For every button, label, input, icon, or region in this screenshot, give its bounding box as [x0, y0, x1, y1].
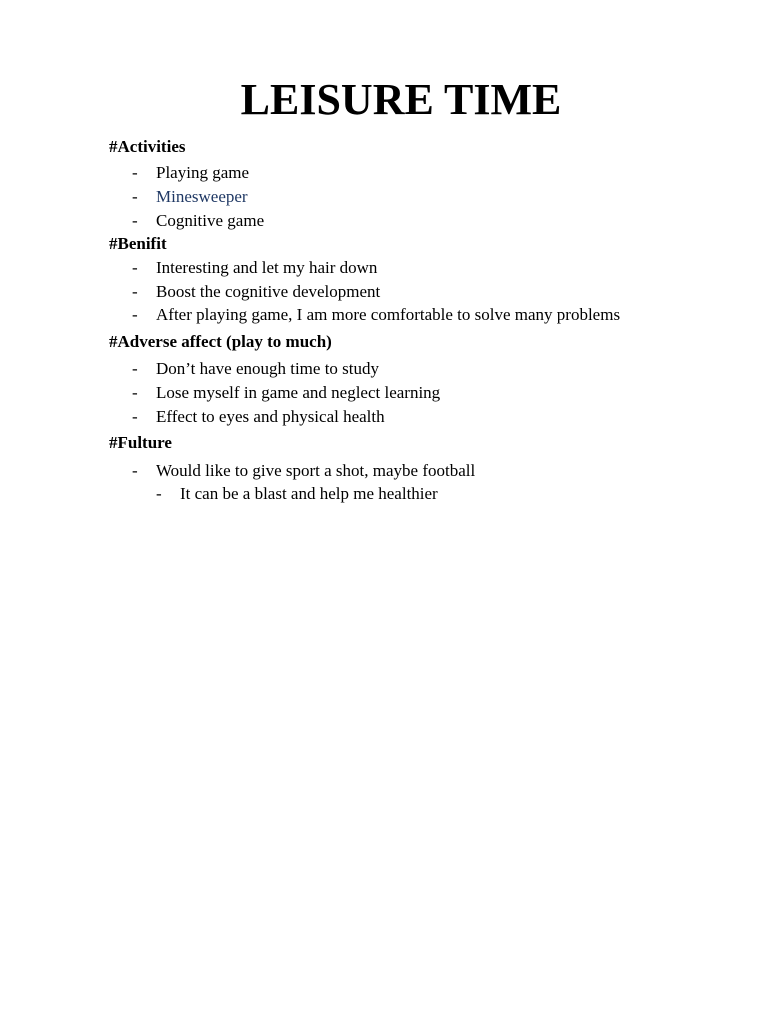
list-item — [132, 358, 379, 380]
section-heading-adverse: #Adverse affect (play to much) — [109, 332, 332, 351]
list-item-text: Playing game — [156, 163, 250, 182]
section-heading-activities: #Activities — [109, 137, 186, 156]
bullet-dash: - — [132, 359, 138, 378]
list-item-text: Effect to eyes and physical health — [156, 407, 385, 426]
bullet-dash: - — [156, 484, 162, 503]
list-item — [132, 382, 440, 404]
list-item — [132, 257, 377, 279]
bullet-dash: - — [132, 187, 138, 206]
bullet-dash: - — [132, 282, 138, 301]
list-item-text: Would like to give sport a shot, maybe football — [156, 461, 476, 480]
list-item-text: Boost the cognitive development — [156, 282, 381, 301]
list-item — [132, 281, 380, 303]
list-item-text: Cognitive game — [156, 211, 265, 230]
bullet-dash: - — [132, 163, 138, 182]
list-item — [132, 406, 385, 428]
list-item — [132, 460, 475, 482]
bullet-dash: - — [132, 383, 138, 402]
list-item — [132, 186, 248, 208]
bullet-dash: - — [132, 407, 138, 426]
list-item — [132, 162, 249, 184]
list-item-text: Interesting and let my hair down — [156, 258, 378, 277]
section-heading-benefit: #Benifit — [109, 234, 167, 253]
bullet-dash: - — [132, 305, 138, 324]
list-item-text: Don’t have enough time to study — [156, 359, 380, 378]
document-title: LEISURE TIME — [240, 75, 562, 124]
bullet-dash: - — [132, 258, 138, 277]
list-item-text: Lose myself in game and neglect learning — [156, 383, 441, 402]
list-subitem — [156, 483, 438, 505]
section-heading-future: #Fulture — [109, 433, 172, 452]
bullet-dash: - — [132, 211, 138, 230]
bullet-dash: - — [132, 461, 138, 480]
list-item-text: After playing game, I am more comfortable to solve many problems — [156, 305, 621, 324]
list-item — [132, 210, 264, 232]
list-item-text-link[interactable]: Minesweeper — [156, 187, 248, 206]
list-item — [132, 304, 620, 326]
list-subitem-text: It can be a blast and help me healthier — [180, 484, 438, 503]
